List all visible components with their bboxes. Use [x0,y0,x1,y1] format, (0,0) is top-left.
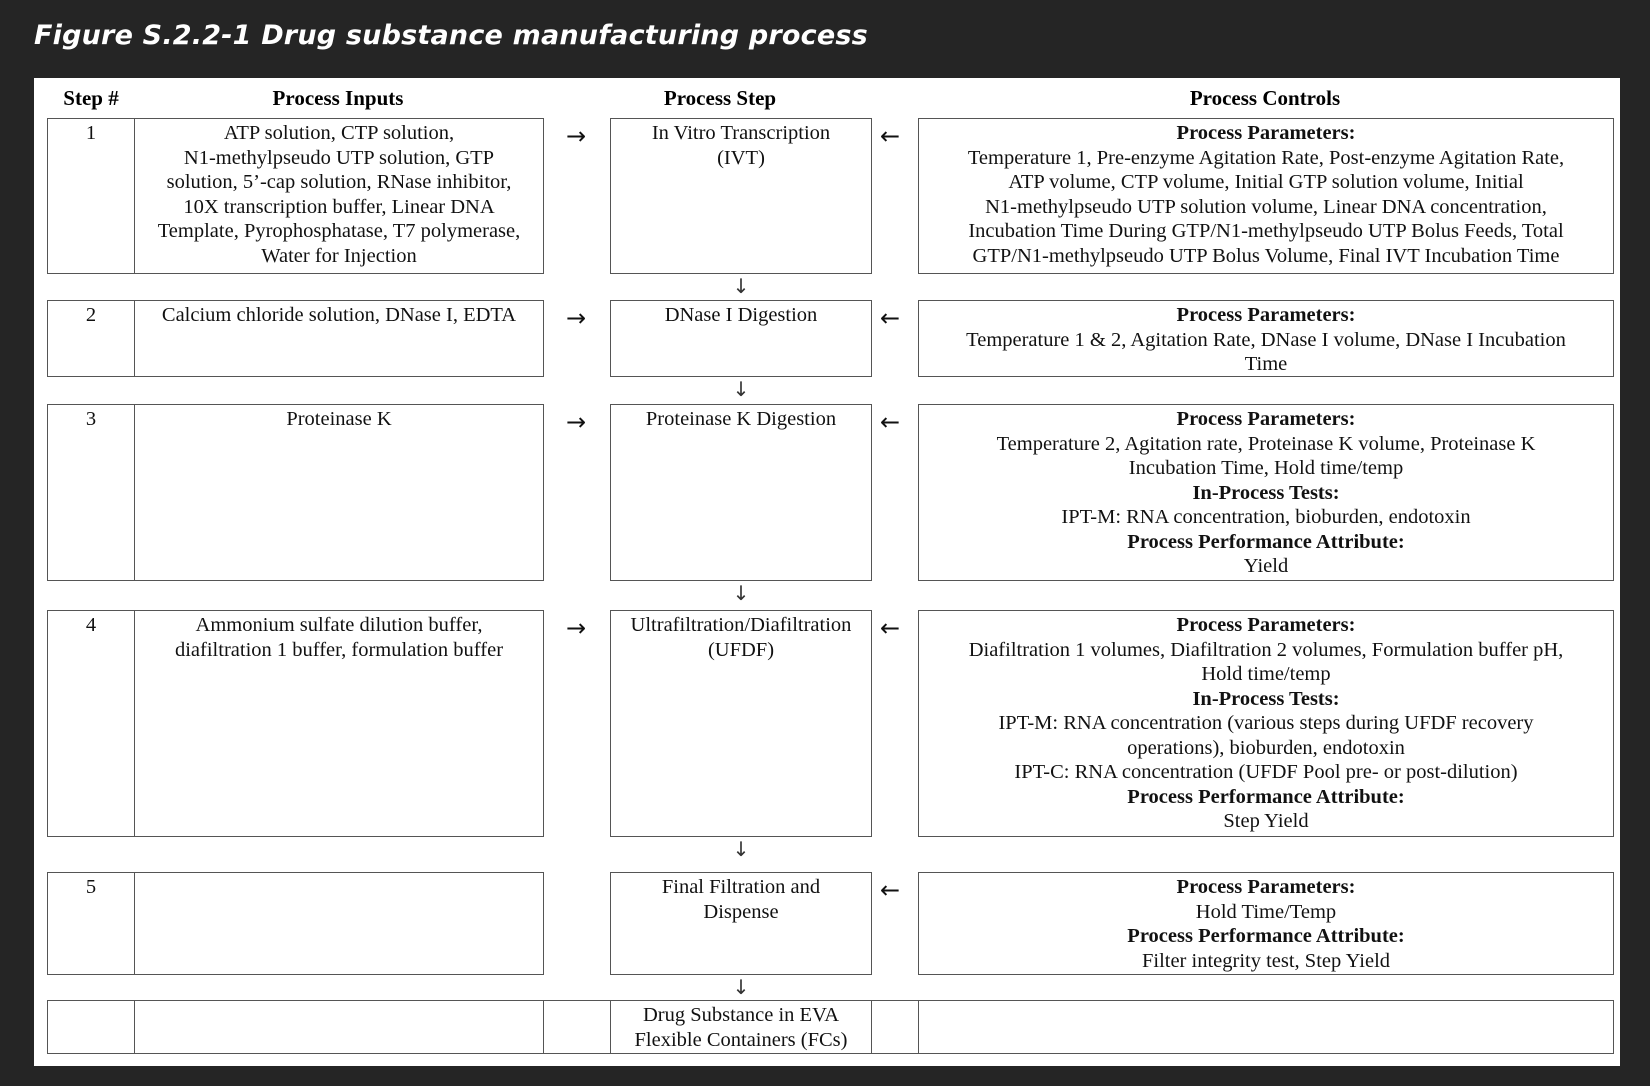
text-line: GTP/N1-methylpseudo UTP Bolus Volume, Final IVT Incubation Time [972,244,1560,267]
control-heading: Process Performance Attribute: [1127,785,1405,808]
process-controls-cell [918,404,1614,581]
process-controls-cell [918,872,1614,975]
text-line: Diafiltration 1 volumes, Diafiltration 2 volumes, Formulation buffer pH, [968,638,1564,661]
header-step: Step # [63,86,119,110]
control-heading: In-Process Tests: [1192,687,1340,710]
process-inputs-cell [134,1000,544,1054]
text-line: Hold Time/Temp [1195,900,1337,923]
process-controls-cell [918,610,1614,837]
step-number: 3 [47,404,135,581]
header-process-inputs: Process Inputs [272,86,404,110]
process-step-box [610,118,872,274]
text-line: ATP solution, CTP solution, [223,122,455,144]
process-inputs-cell [134,872,544,975]
text-line: ATP volume, CTP volume, Initial GTP solution volume, Initial [1008,171,1524,193]
text-line: Calcium chloride solution, DNase I, EDTA [161,304,517,326]
down-arrow-icon: ↓ [732,975,750,999]
final-product-box [610,1000,872,1054]
text-line: Template, Pyrophosphatase, T7 polymerase, [157,220,521,242]
control-heading: Process Parameters: [1176,122,1356,144]
spacer-cell [871,1000,919,1054]
text-line: IPT-M: RNA concentration, bioburden, endotoxin [1061,506,1471,528]
control-heading: Process Parameters: [1176,408,1356,430]
figure-title: Figure S.2.2-1 Drug substance manufacturing process [34,20,868,51]
process-controls-cell [918,1000,1614,1054]
text-line: Drug Substance in EVA [642,1004,840,1026]
text-line: In Vitro Transcription [651,122,831,144]
process-inputs-cell [134,300,544,377]
down-arrow-icon: ↓ [732,274,750,298]
control-heading: In-Process Tests: [1192,481,1340,504]
text-line: operations), bioburden, endotoxin [1127,736,1405,759]
process-step-box [610,404,872,581]
text-line: Time [1244,353,1288,375]
text-line: Proteinase K Digestion [645,408,837,430]
right-arrow-icon: → [565,122,587,150]
right-arrow-icon: → [565,408,587,436]
text-line: Ultrafiltration/Diafiltration [630,614,852,636]
header-process-controls: Process Controls [1189,86,1341,110]
text-line: Water for Injection [261,244,417,267]
step-number: 4 [47,610,135,837]
text-line: Incubation Time, Hold time/temp [1128,457,1404,479]
step-number [47,1000,135,1054]
text-line: (IVT) [717,146,765,169]
text-line: Incubation Time During GTP/N1-methylpseudo UTP Bolus Feeds, Total [968,220,1564,242]
control-heading: Process Parameters: [1176,876,1356,898]
left-arrow-icon: ← [879,408,901,436]
text-line: Step Yield [1223,810,1309,832]
text-line: Temperature 1, Pre-enzyme Agitation Rate, Post-enzyme Agitation Rate, [967,146,1565,169]
process-step-box [610,872,872,975]
left-arrow-icon: ← [879,304,901,332]
text-line: Proteinase K [286,408,392,430]
text-line: Final Filtration and [661,876,821,898]
process-controls-cell [918,118,1614,274]
text-line: N1-methylpseudo UTP solution, GTP [183,146,495,169]
text-line: Temperature 1 & 2, Agitation Rate, DNase I volume, DNase I Incubation [966,328,1566,351]
down-arrow-icon: ↓ [732,377,750,401]
process-step-box [610,610,872,837]
text-line: solution, 5’-cap solution, RNase inhibitor, [166,171,512,193]
down-arrow-icon: ↓ [732,837,750,861]
text-line: Hold time/temp [1201,663,1331,685]
text-line: IPT-C: RNA concentration (UFDF Pool pre- or post-dilution) [1014,761,1518,783]
header-process-step: Process Step [663,86,777,110]
text-line: Yield [1243,555,1289,577]
control-heading: Process Performance Attribute: [1127,925,1405,947]
step-number: 1 [47,118,135,274]
control-heading: Process Parameters: [1176,614,1356,636]
step-number: 2 [47,300,135,377]
process-flow-diagram [34,78,1620,1066]
right-arrow-icon: → [565,304,587,332]
text-line: N1-methylpseudo UTP solution volume, Linear DNA concentration, [985,195,1547,218]
left-arrow-icon: ← [879,122,901,150]
process-step-box [610,300,872,377]
process-inputs-cell [134,404,544,581]
spacer-cell [543,1000,611,1054]
control-heading: Process Parameters: [1176,304,1356,326]
text-line: Dispense [703,900,779,923]
text-line: (UFDF) [707,638,775,661]
right-arrow-icon: → [565,614,587,642]
text-line: Temperature 2, Agitation rate, Proteinase K volume, Proteinase K [996,432,1536,455]
text-line: IPT-M: RNA concentration (various steps during UFDF recovery [998,712,1534,734]
text-line: Filter integrity test, Step Yield [1141,949,1391,972]
down-arrow-icon: ↓ [732,581,750,605]
control-heading: Process Performance Attribute: [1127,530,1405,553]
left-arrow-icon: ← [879,876,901,904]
text-line: diafiltration 1 buffer, formulation buffer [174,638,504,661]
text-line: Ammonium sulfate dilution buffer, [195,614,483,636]
left-arrow-icon: ← [879,614,901,642]
text-line: 10X transcription buffer, Linear DNA [183,195,495,218]
text-line: DNase I Digestion [664,304,818,326]
step-number: 5 [47,872,135,975]
process-controls-cell [918,300,1614,377]
process-inputs-cell [134,610,544,837]
process-inputs-cell [134,118,544,274]
text-line: Flexible Containers (FCs) [634,1028,848,1051]
